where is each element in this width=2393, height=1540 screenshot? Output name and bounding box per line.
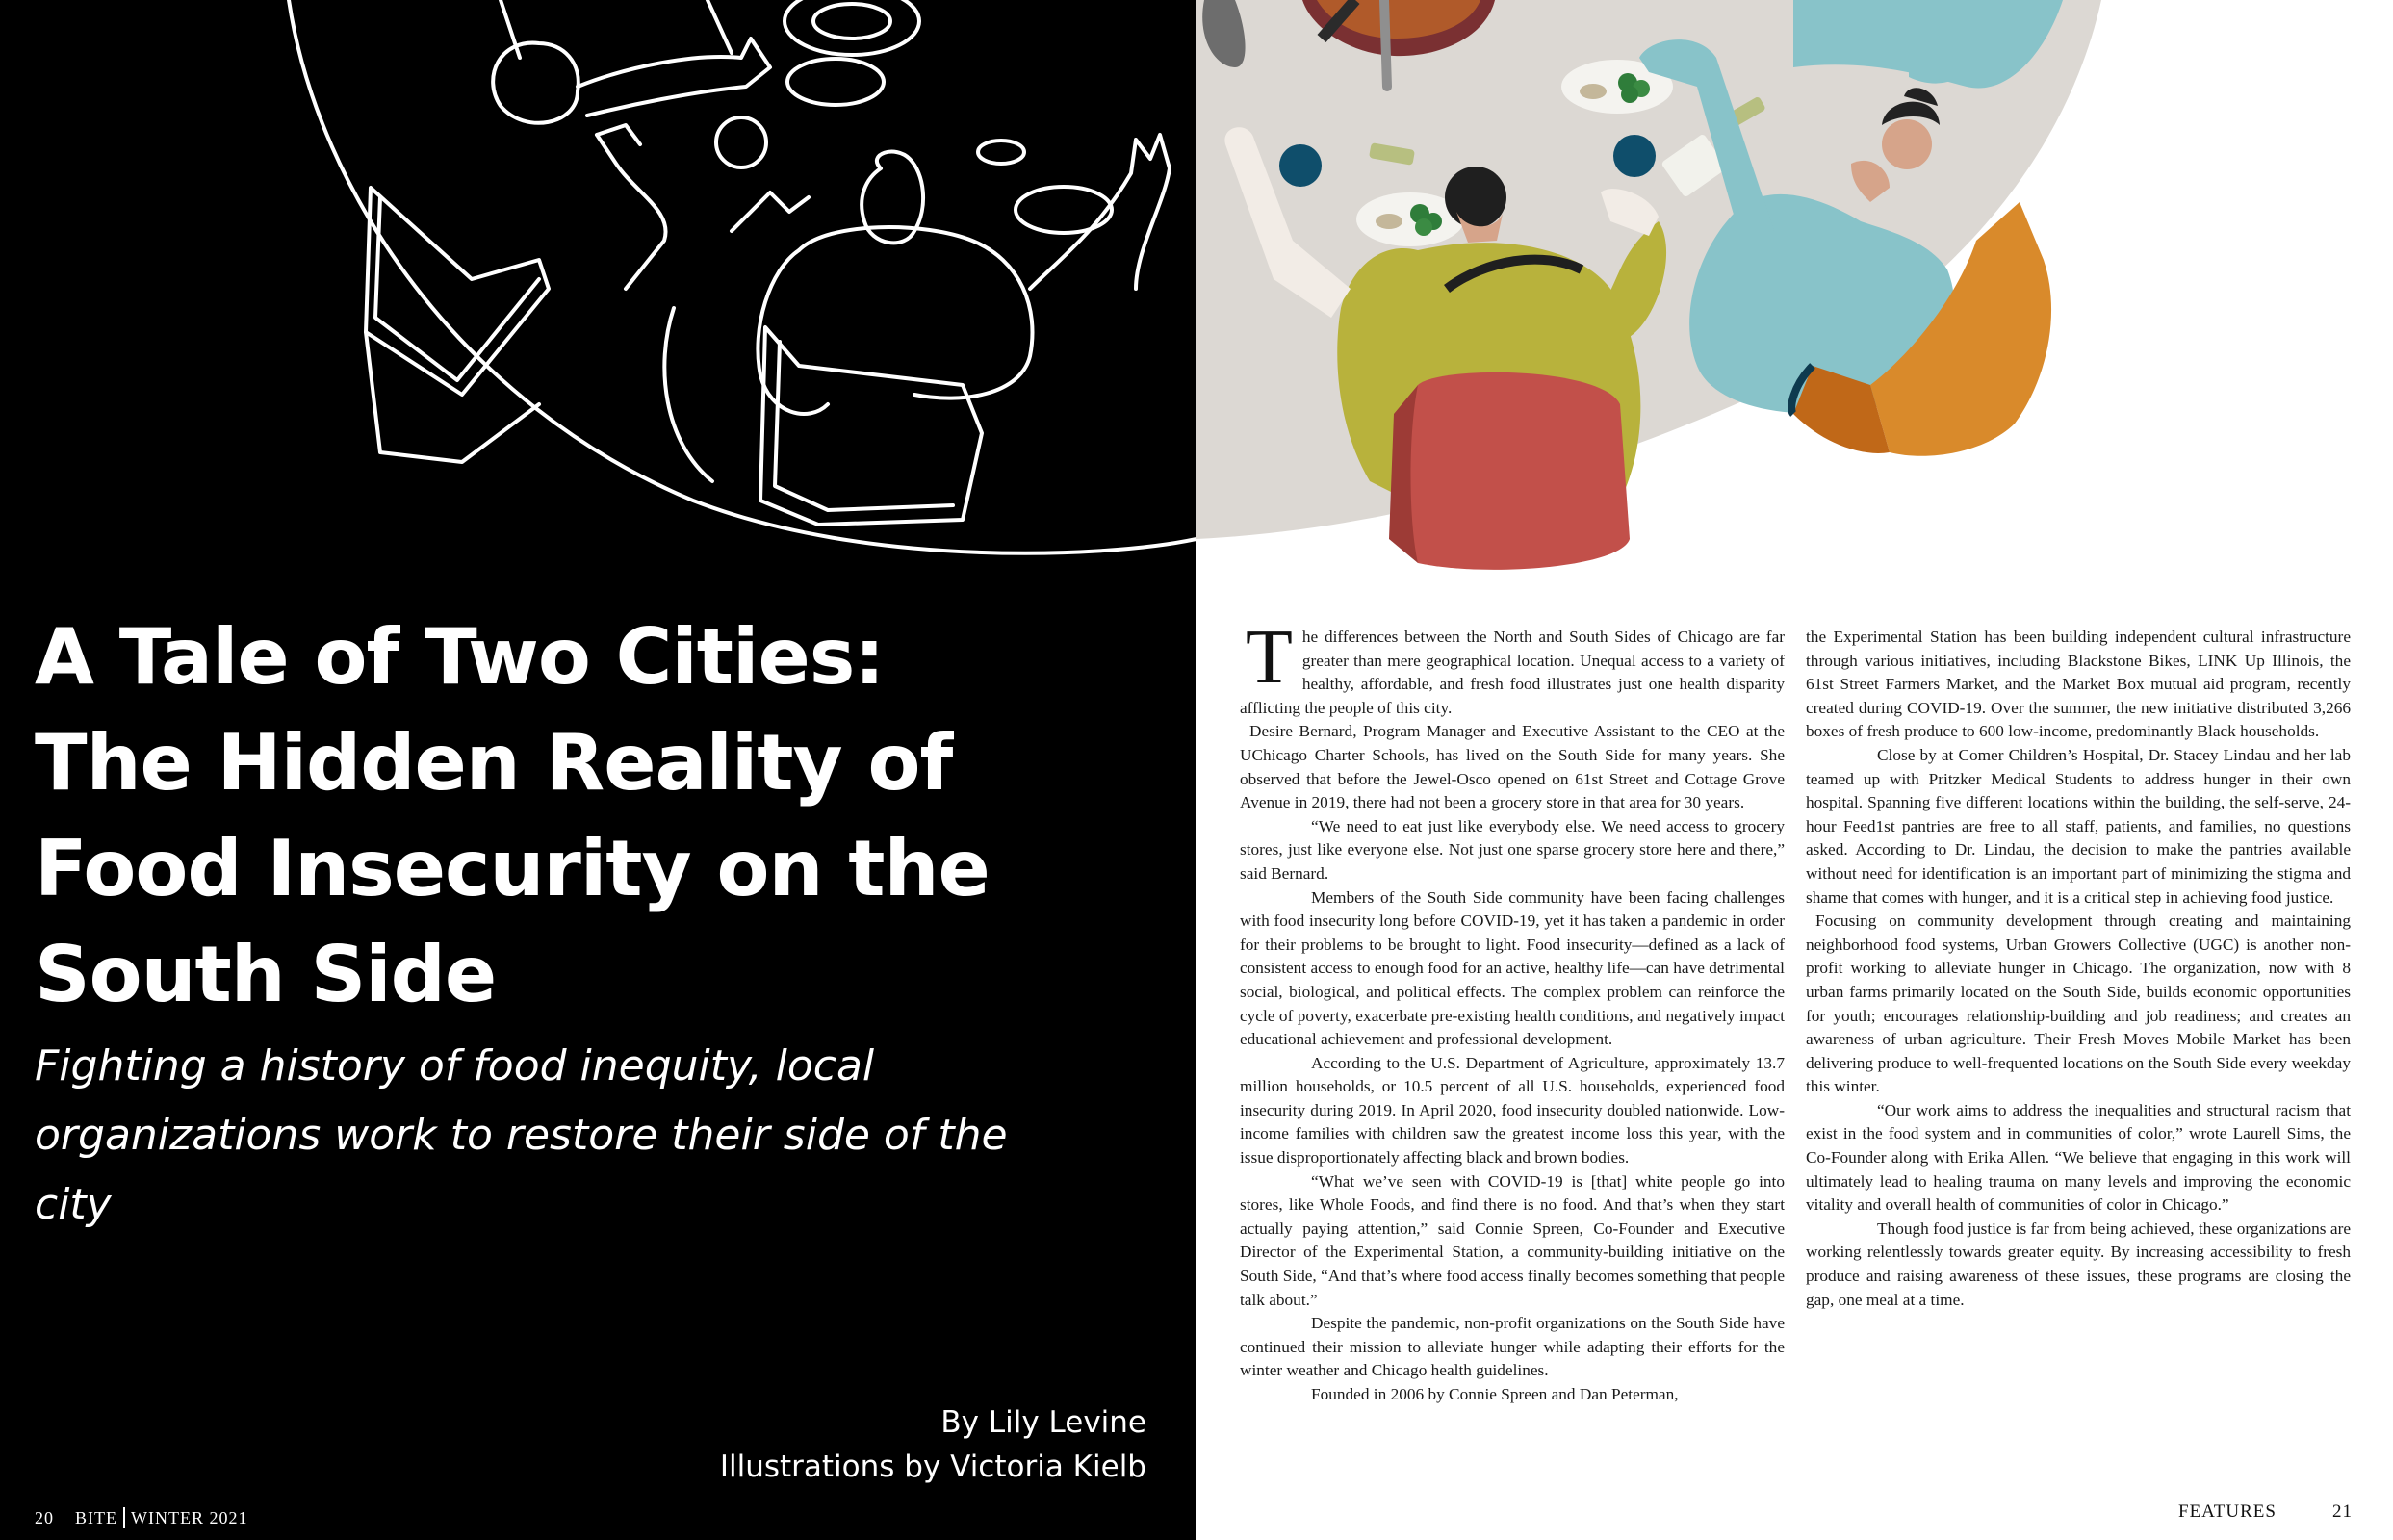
paragraph: “We need to eat just like everybody else. We need access to grocery stores, just like everyone else. Not just one sparse grocery store here and there,” said Bernard. <box>1240 816 1785 883</box>
paragraph: Though food justice is far from being achieved, these organizations are working relentlessly towards greater equity. By increasing accessibility to fresh produce and raising awareness of these issues, these programs are closing the gap, one meal at a time. <box>1806 1219 2351 1309</box>
section-label: FEATURES <box>2178 1502 2277 1522</box>
drop-cap: T <box>1246 615 1293 700</box>
byline-illustrator: Illustrations by Victoria Kielb <box>719 1450 1146 1484</box>
paragraph: “Our work aims to address the inequalities and structural racism that exist in the food system and in communities of color,” wrote Laurell Sims, the Co-Founder along with Erika Allen. “We believe that engaging in this work will ultimately lead to healing trauma on many levels and improving the economic vitality and overall health of communities of color in Chicago.” <box>1806 1100 2351 1215</box>
paragraph: he differences between the North and South Sides of Chicago are far greater than mere geographical location. Unequal access to a variety of healthy, affordable, and fresh food illustrates just one health disparity afflicting the people of this city. <box>1240 628 1785 717</box>
left-folio <box>35 1507 247 1528</box>
title-line: Food Insecurity on the <box>35 824 990 913</box>
paragraph: “What we’ve seen with COVID-19 is [that] white people go into stores, like Whole Foods, and find there is no food. And that’s when they start actually paying attention,” said Connie Spreen, Co-Founder and Executive Director of the Experimental Station, a community-building initiative on the South Side, “And that’s where food access finally becomes something that people talk about.” <box>1240 1171 1785 1309</box>
subtitle-line: Fighting a history of food inequity, local <box>35 1041 875 1091</box>
article-subtitle <box>35 1032 1094 1240</box>
title-line: South Side <box>35 930 497 1019</box>
right-page <box>1196 0 2393 1540</box>
article-title <box>35 604 1094 1028</box>
color-illustration <box>1196 0 2393 597</box>
paragraph: Members of the South Side community have been facing challenges with food insecurity long before COVID-19, yet it has taken a pandemic in order for their problems to be brought to light. Food insecurity—defined as a lack of consistent access to enough food for an active, healthy life—can have detrimental social, biological, and political effects. The complex problem can reinforce the cycle of poverty, exacerbate pre-existing health conditions, and negatively impact educational achievement and professional development. <box>1240 887 1785 1049</box>
page-number: 20 <box>35 1507 54 1527</box>
paragraph: Despite the pandemic, non-profit organizations on the South Side have continued their mission to alleviate hunger while adapting their efforts for the winter weather and Chicago health guidelines. <box>1240 1314 1785 1380</box>
byline <box>720 1400 1146 1489</box>
folio-divider <box>123 1507 125 1528</box>
title-line: The Hidden Reality of <box>35 718 953 808</box>
page-number: 21 <box>2332 1502 2353 1522</box>
line-art-illustration <box>0 0 1196 558</box>
article-column-1 <box>1240 615 1785 1407</box>
paragraph: Close by at Comer Children’s Hospital, Dr. Stacey Lindau and her lab teamed up with Pritzker Medical Students to address hunger in their own hospital. Spanning five different locations within the building, the self-serve, 24-hour Feed1st pantries are free to all staff, patients, and families, no questions asked. According to Dr. Lindau, the decision to make the pantries available without need for identification is an important part of minimizing the stigma and shame that comes with hunger, and it is a critical step in achieving food justice. <box>1806 745 2351 907</box>
paragraph: Founded in 2006 by Connie Spreen and Dan Peterman, <box>1311 1385 1679 1403</box>
paragraph: the Experimental Station has been building independent cultural infrastructure through various initiatives, including Blackstone Bikes, LINK Up Illinois, the 61st Street Farmers Market, and the Market Box mutual aid program, recently created during COVID-19. Over the summer, the new initiative distributed 3,266 boxes of fresh produce to 600 low-income, predominantly Black households. <box>1806 628 2351 741</box>
subtitle-line: organizations work to restore their side of the city <box>35 1111 1008 1229</box>
title-line: A Tale of Two Cities: <box>35 612 885 702</box>
paragraph: According to the U.S. Department of Agriculture, approximately 13.7 million households, or 10.5 percent of all U.S. households, experienced food insecurity during 2019. In April 2020, food insecurity doubled nationwide. Low-income families with children saw the greatest income loss this year, with the issue disproportionately affecting black and brown bodies. <box>1240 1053 1785 1168</box>
paragraph: Desire Bernard, Program Manager and Executive Assistant to the CEO at the UChicago Charter Schools, has lived on the South Side for many years. She observed that before the Jewel-Osco opened on 61st Street and Cottage Grove Avenue in 2019, there had not been a grocery store in that area for 30 years. <box>1240 722 1785 812</box>
issue-label: WINTER 2021 <box>131 1507 248 1527</box>
article-column-2 <box>1806 626 2351 1312</box>
magazine-name: BITE <box>75 1507 117 1527</box>
left-page <box>0 0 1196 1540</box>
paragraph: Focusing on community development through creating and maintaining neighborhood food systems, Urban Growers Collective (UGC) is another non-profit working to alleviate hunger in Chicago. The organization, now with 8 urban farms primarily located on the South Side, builds economic opportunities for youth; encourages relationship-building and job readiness; and creates an awareness of urban agriculture. Their Fresh Moves Mobile Market has been delivering produce to well-frequented locations on the South Side every weekday this winter. <box>1806 911 2351 1096</box>
byline-author: By Lily Levine <box>940 1405 1146 1440</box>
headline-block <box>35 604 1094 1240</box>
